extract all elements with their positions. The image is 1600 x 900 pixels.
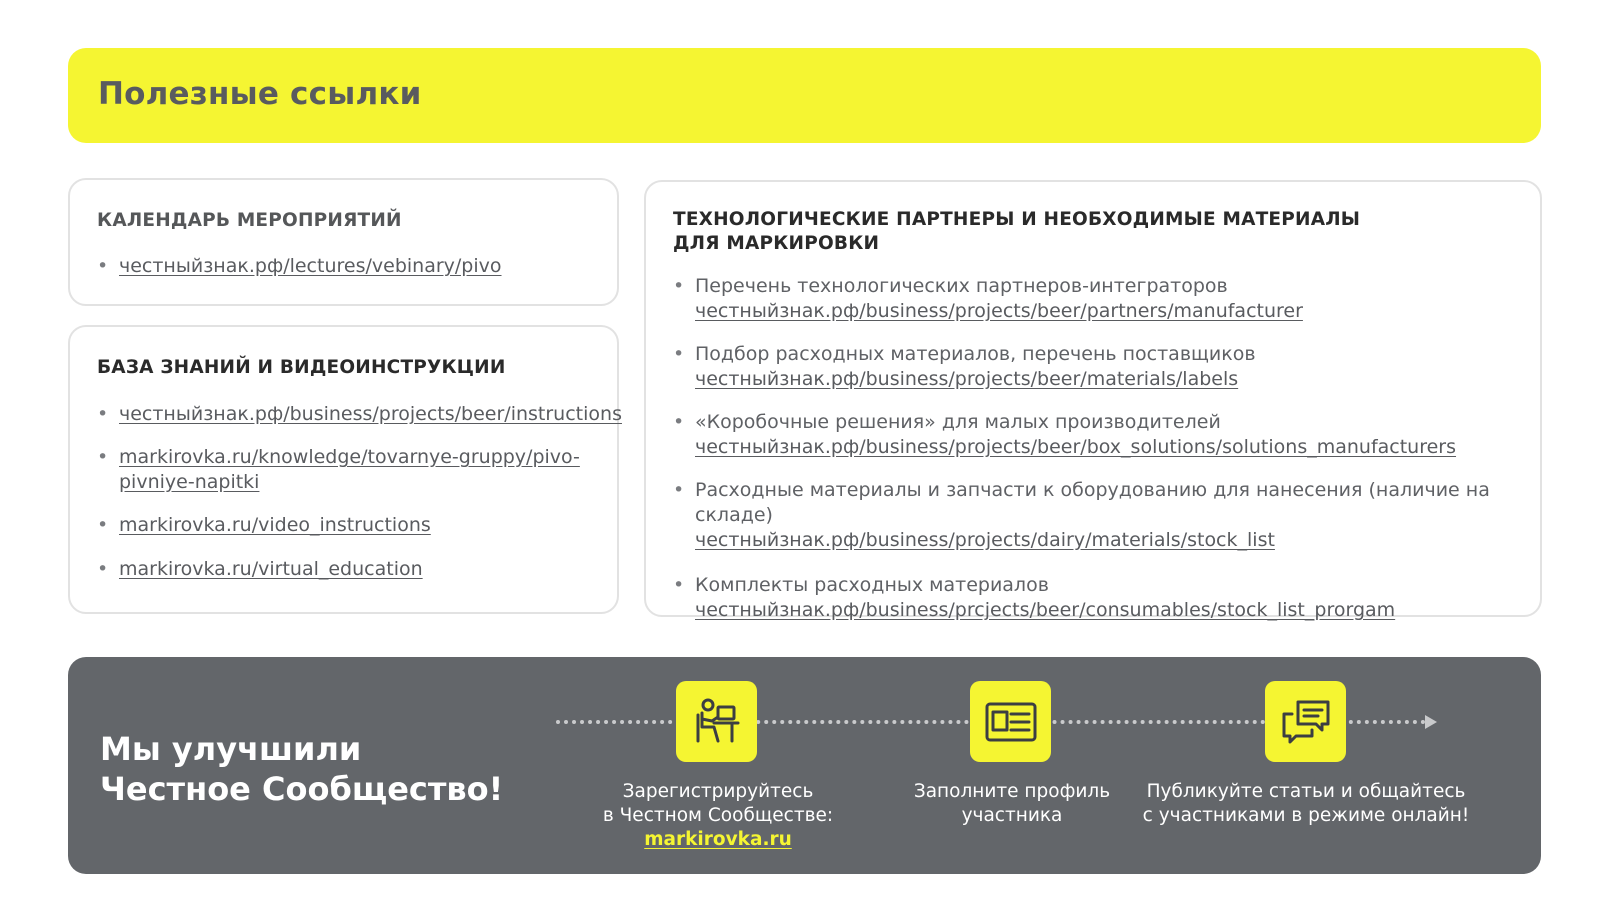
step-register — [553, 780, 883, 852]
knowledge-link-pivo-line1: markirovka.ru/knowledge/tovarnye-gruppy/pivo- — [119, 446, 580, 468]
knowledge-link-video[interactable]: markirovka.ru/video_instructions — [119, 514, 431, 536]
partners-item-label: • Комплекты расходных материалов — [695, 574, 1049, 596]
partners-link-integrators[interactable]: честныйзнак.рф/business/projects/beer/partners/manufacturer — [695, 300, 1303, 322]
step-publish-line1: Публикуйте статьи и общайтесь — [1146, 781, 1466, 802]
step-register-line1: Зарегистрируйтесь — [622, 781, 814, 802]
partners-link-labels[interactable]: честныйзнак.рф/business/projects/beer/materials/labels — [695, 368, 1239, 390]
list-item — [97, 445, 622, 495]
list-item — [673, 342, 1540, 392]
knowledge-title: БАЗА ЗНАНИЙ И ВИДЕОИНСТРУКЦИИ — [97, 357, 506, 378]
partners-links — [673, 274, 1540, 623]
knowledge-link-pivo[interactable] — [119, 446, 580, 493]
page-header — [68, 48, 1541, 143]
partners-link-box-solutions[interactable]: честныйзнак.рф/business/projects/beer/box_solutions/solutions_manufacturers — [695, 436, 1457, 458]
partners-item-label: • Перечень технологических партнеров-интеграторов — [695, 275, 1228, 297]
community-title-line2: Честное Сообщество! — [100, 770, 504, 808]
step-profile-line2: участника — [961, 805, 1063, 826]
knowledge-links — [97, 402, 622, 582]
arrow-head-icon — [1425, 715, 1437, 729]
step-publish — [1141, 780, 1471, 828]
partners-item-label: • Расходные материалы и запчасти к оборудованию для нанесения (наличие на складе) — [695, 479, 1490, 526]
partners-card — [644, 180, 1542, 621]
community-title-line1: Мы улучшили — [100, 730, 362, 768]
list-item — [97, 402, 622, 427]
list-item — [97, 254, 502, 279]
list-item — [673, 478, 1540, 553]
list-item — [673, 410, 1540, 460]
calendar-link[interactable]: честныйзнак.рф/lectures/vebinary/pivo — [119, 255, 502, 277]
knowledge-link-pivo-line2: pivniye-napitki — [119, 471, 260, 493]
markirovka-link[interactable]: markirovka.ru — [644, 829, 792, 850]
community-banner — [68, 657, 1541, 874]
calendar-title: КАЛЕНДАРЬ МЕРОПРИЯТИЙ — [97, 210, 402, 231]
partners-title — [673, 208, 1360, 256]
knowledge-card — [68, 325, 622, 614]
chat-bubbles-icon — [1265, 681, 1346, 762]
calendar-card — [68, 178, 619, 306]
profile-card-icon — [970, 681, 1051, 762]
knowledge-link-virtual[interactable]: markirovka.ru/virtual_education — [119, 558, 423, 580]
list-item — [673, 274, 1540, 324]
partners-item-label: • Подбор расходных материалов, перечень поставщиков — [695, 343, 1256, 365]
list-item — [97, 513, 622, 538]
step-profile-line1: Заполните профиль — [913, 781, 1111, 802]
person-at-desk-icon — [676, 681, 757, 762]
page-title: Полезные ссылки — [98, 76, 422, 112]
partners-link-consumables[interactable]: честныйзнак.рф/business/prcjects/beer/consumables/stock_list_prorgam — [695, 599, 1396, 621]
calendar-links — [97, 254, 502, 279]
community-title — [100, 729, 503, 809]
partners-title-line2: ДЛЯ МАРКИРОВКИ — [673, 233, 880, 254]
partners-item-label: • «Коробочные решения» для малых производителей — [695, 411, 1221, 433]
step-publish-line2: с участниками в режиме онлайн! — [1142, 805, 1470, 826]
step-profile — [847, 780, 1177, 828]
step-register-line2: в Честном Сообществе: — [602, 805, 834, 826]
partners-title-line1: ТЕХНОЛОГИЧЕСКИЕ ПАРТНЕРЫ И НЕОБХОДИМЫЕ МАТЕРИАЛЫ — [673, 209, 1361, 230]
partners-link-stock-list[interactable]: честныйзнак.рф/business/projects/dairy/materials/stock_list — [695, 529, 1275, 551]
list-item — [673, 573, 1540, 623]
knowledge-link-instructions[interactable]: честныйзнак.рф/business/projects/beer/instructions — [119, 403, 622, 425]
list-item — [97, 557, 622, 582]
